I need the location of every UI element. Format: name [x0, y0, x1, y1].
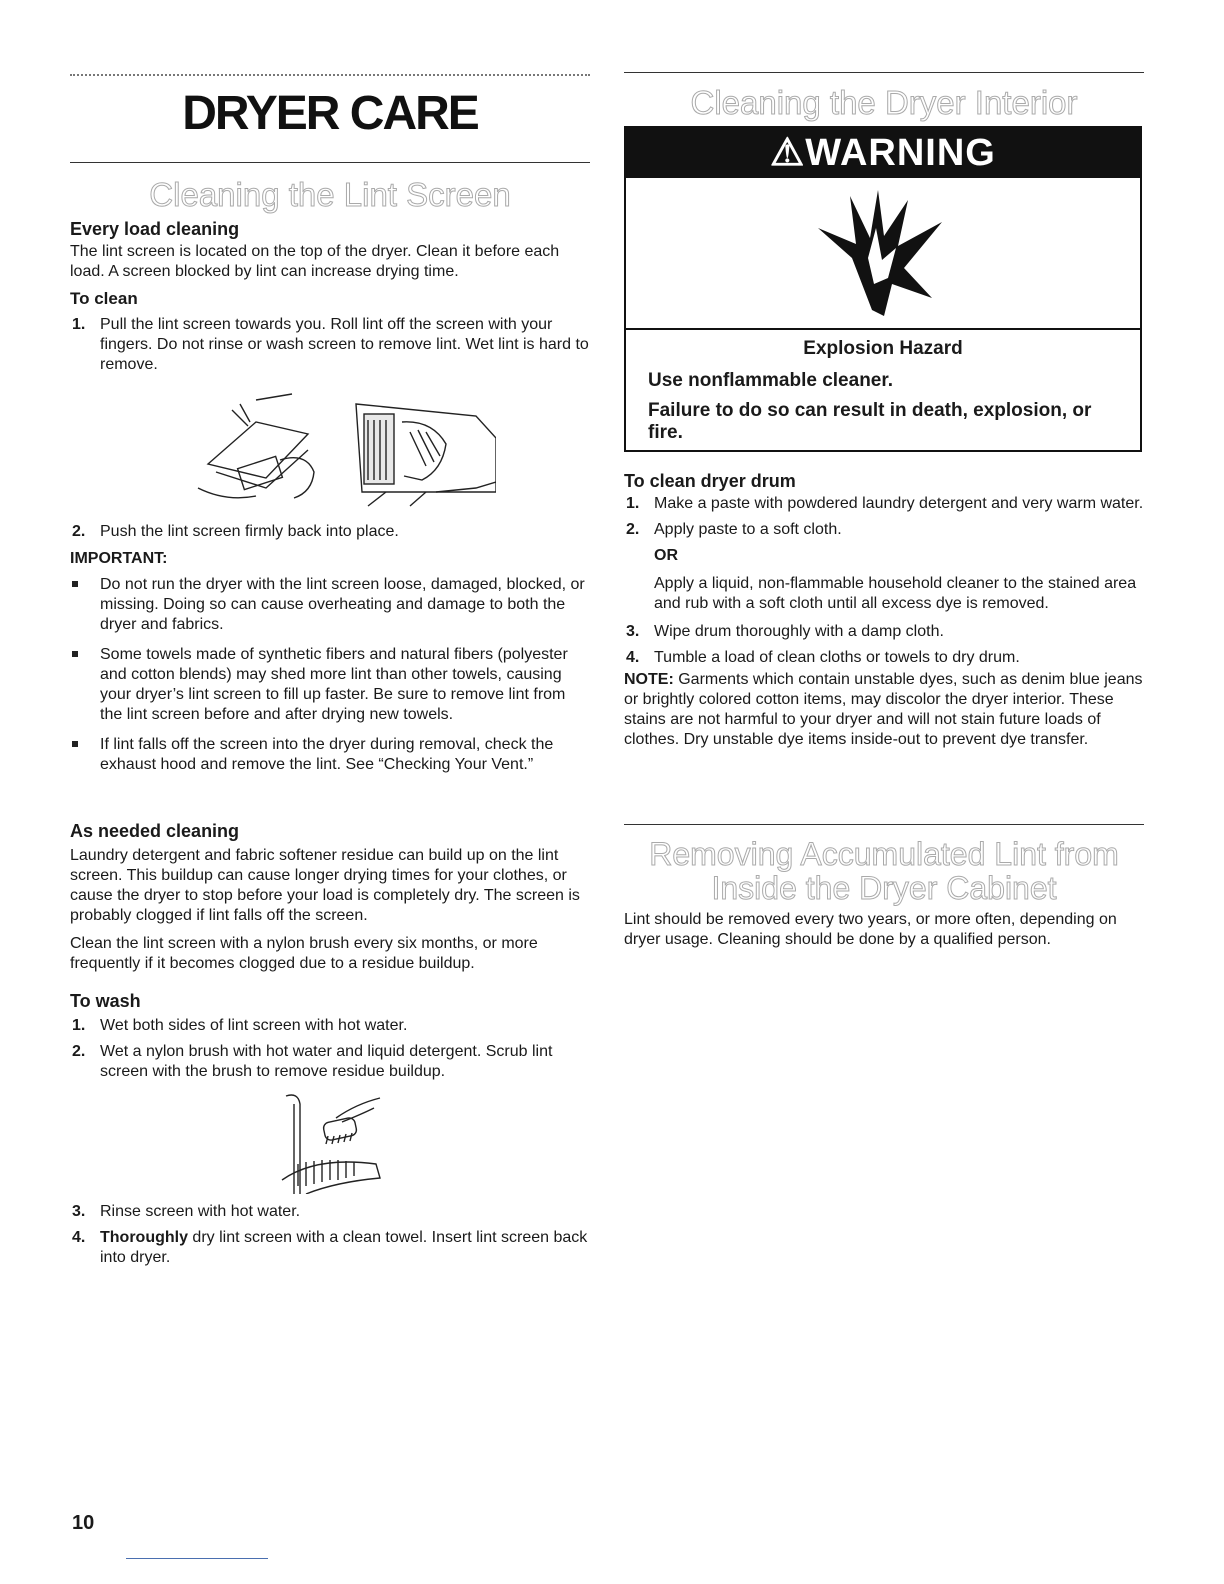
bullet-square-icon — [72, 581, 78, 587]
every-load-title: Every load cleaning — [70, 219, 240, 239]
step-text: Push the lint screen firmly back into place. — [100, 523, 399, 540]
clean-drum-step — [624, 494, 1144, 514]
interior-section-heading: Cleaning the Dryer Interior — [690, 84, 1078, 121]
step-text: Make a paste with powdered laundry detergent and very warm water. — [654, 495, 1144, 512]
step-text: Wipe drum thoroughly with a damp cloth. — [654, 623, 944, 640]
page-title: DRYER CARE — [182, 87, 478, 140]
explosion-icon — [812, 188, 952, 318]
clean-drum-step — [624, 520, 1144, 540]
step-text: Apply paste to a soft cloth. — [654, 521, 842, 538]
explosion-symbol-area — [626, 178, 1140, 330]
as-needed-text-1: Laundry detergent and fabric softener residue can build up on the lint screen. This buildup can cause longer drying times for your clothes, or cause the dryer to stop before your load is completely dry. The screen is probably clogged if lint falls off the screen. — [70, 847, 580, 924]
important-bullet — [70, 735, 590, 775]
warning-triangle-icon: ⚠ — [770, 132, 806, 174]
bullet-square-icon — [72, 651, 78, 657]
cabinet-text-block — [624, 910, 1144, 950]
alt-step-text: Apply a liquid, non-flammable household cleaner to the stained area and rub with a soft cloth until all excess dye is removed. — [654, 575, 1137, 612]
page-number: 10 — [72, 1512, 95, 1534]
warning-banner — [626, 128, 1140, 178]
bullet-text: If lint falls off the screen into the dryer during removal, check the exhaust hood and remove the lint. See “Checking Your Vent.” — [100, 736, 554, 773]
every-load-block — [70, 218, 590, 282]
to-clean-step — [70, 522, 590, 542]
step-number: 2. — [72, 1043, 86, 1060]
as-needed-title: As needed cleaning — [70, 821, 240, 841]
bullet-square-icon — [72, 741, 78, 747]
step-number: 4. — [626, 649, 640, 666]
warning-box — [624, 126, 1142, 452]
to-wash-step — [70, 1228, 590, 1268]
important-bullet — [70, 575, 590, 635]
note-paragraph — [624, 670, 1144, 750]
step-text: Rinse screen with hot water. — [100, 1203, 301, 1220]
warning-hazard: Explosion Hazard — [803, 338, 963, 359]
top-dotted-rule — [70, 74, 590, 76]
cabinet-heading-line-2: Inside the Dryer Cabinet — [711, 870, 1057, 906]
step-number: 1. — [72, 1017, 86, 1034]
right-top-rule — [624, 72, 1144, 73]
clean-drum-step — [624, 648, 1144, 668]
title-rule — [70, 162, 590, 163]
step-number: 3. — [72, 1203, 86, 1220]
note-label: NOTE: — [624, 671, 674, 688]
step-number: 2. — [626, 521, 640, 538]
to-clean-block — [70, 288, 590, 381]
to-wash-final-block — [70, 1202, 590, 1274]
to-wash-block — [70, 990, 590, 1088]
as-needed-block — [70, 820, 590, 974]
to-clean-step — [70, 315, 590, 375]
cabinet-heading-line-1: Removing Accumulated Lint from — [649, 836, 1119, 872]
to-wash-title: To wash — [70, 991, 141, 1011]
to-wash-step — [70, 1016, 590, 1036]
warning-banner-text: WARNING — [805, 132, 996, 174]
warning-line-1: Use nonflammable cleaner. — [648, 370, 893, 391]
step-number: 3. — [626, 623, 640, 640]
important-block — [70, 548, 590, 781]
important-bullet — [70, 645, 590, 725]
step-number: 1. — [72, 316, 86, 333]
step-text: Pull the lint screen towards you. Roll lint off the screen with your fingers. Do not rinse or wash screen to remove lint. Wet lint is hard to remove. — [100, 316, 589, 373]
footer-rule — [126, 1558, 268, 1559]
step-text: Wet a nylon brush with hot water and liquid detergent. Scrub lint screen with the brush to remove residue buildup. — [100, 1043, 553, 1080]
bullet-text: Some towels made of synthetic fibers and natural fibers (polyester and cotton blends) may shed more lint than other towels, causing your dryer’s lint screen to fill up faster. Be sure to remove lint from the lint screen before and after drying new towels. — [100, 646, 568, 723]
important-title: IMPORTANT: — [70, 550, 168, 567]
step-bold-text: Thoroughly — [100, 1229, 188, 1246]
as-needed-text-2: Clean the lint screen with a nylon brush every six months, or more frequently if it becomes clogged due to a residue buildup. — [70, 935, 538, 972]
warning-line-2: Failure to do so can result in death, explosion, or fire. — [648, 400, 1092, 443]
step-text: Tumble a load of clean cloths or towels to dry drum. — [654, 649, 1020, 666]
clean-drum-step — [624, 622, 1144, 642]
cabinet-rule — [624, 824, 1144, 825]
clean-drum-title: To clean dryer drum — [624, 471, 796, 491]
cabinet-text: Lint should be removed every two years, or more often, depending on dryer usage. Cleaning should be done by a qualified person. — [624, 911, 1117, 948]
bullet-text: Do not run the dryer with the lint screen loose, damaged, blocked, or missing. Doing so can cause overheating and damage to both the dryer and fabrics. — [100, 576, 585, 633]
to-clean-title: To clean — [70, 289, 138, 308]
step-text: Wet both sides of lint screen with hot water. — [100, 1017, 408, 1034]
or-label: OR — [654, 547, 678, 564]
push-step-block — [70, 522, 590, 548]
to-wash-step — [70, 1042, 590, 1082]
note-text: Garments which contain unstable dyes, such as denim blue jeans or brightly colored cotton items, may discolor the dryer interior. These stains are not harmful to your dryer and will not stain future loads of clothes. Dry unstable dye items inside-out to prevent dye transfer. — [624, 671, 1143, 748]
step-text: dry lint screen with a clean towel. Insert lint screen back into dryer. — [100, 1229, 588, 1266]
step-number: 1. — [626, 495, 640, 512]
lint-section-heading: Cleaning the Lint Screen — [149, 176, 511, 213]
clean-drum-block — [624, 470, 1144, 750]
step-number: 2. — [72, 523, 86, 540]
brush-scrub-illustration — [276, 1090, 386, 1194]
every-load-text: The lint screen is located on the top of the dryer. Clean it before each load. A screen blocked by lint can increase drying time. — [70, 243, 560, 280]
step-number: 4. — [72, 1229, 86, 1246]
to-wash-step — [70, 1202, 590, 1222]
lint-screen-removal-illustration — [196, 392, 496, 512]
